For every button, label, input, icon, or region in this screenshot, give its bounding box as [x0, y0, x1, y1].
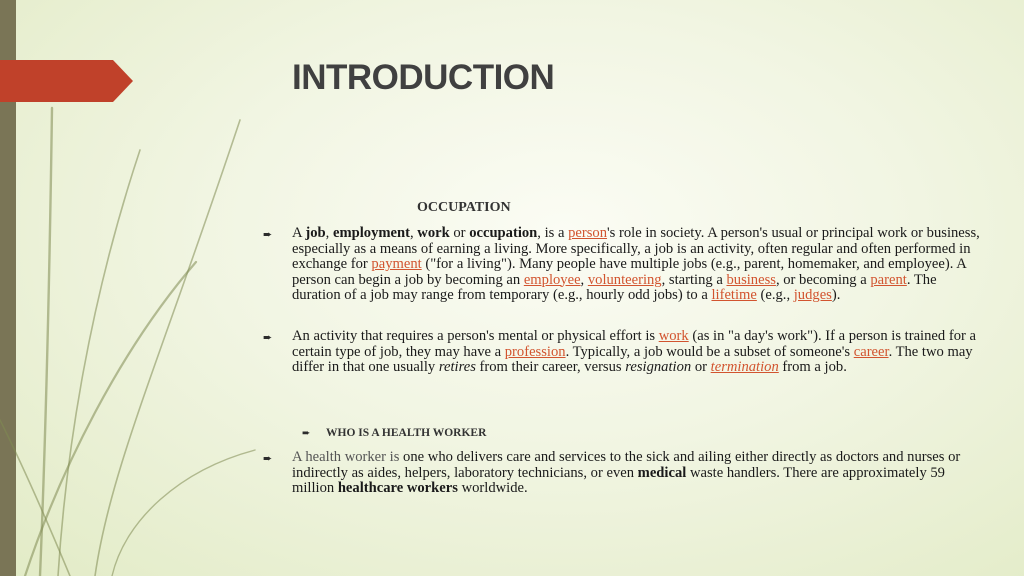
slide-title: INTRODUCTION: [292, 58, 555, 97]
bullet-text: A health worker is one who delivers care and services to the sick and ailing either directly as doctors and nurses or indirectly as aides, helpers, laboratory technicians, or even medical waste handlers. There are approximately 59 million healthcare workers worldwide.: [292, 449, 961, 496]
bullet-health-worker: [263, 450, 988, 497]
link-parent[interactable]: parent: [870, 271, 907, 288]
bullet-job-definition: [263, 226, 988, 304]
link-person[interactable]: person: [568, 225, 608, 241]
title-accent-shape: [0, 60, 133, 102]
link-employee[interactable]: employee: [523, 271, 581, 288]
link-work[interactable]: work: [658, 328, 689, 344]
link-lifetime[interactable]: lifetime: [711, 287, 757, 303]
arrow-bullet-icon: ➨: [263, 228, 273, 241]
arrow-bullet-icon: ➨: [263, 452, 273, 465]
bullet-text: An activity that requires a person's mental or physical effort is work (as in "a day's work"). If a person is trained for a certain type of job, they may have a profession. Typically, a job would be a subset of someone's career. The two may differ in that one usually retires from their career, versus resignation or termination from a job.: [292, 328, 976, 375]
link-volunteering[interactable]: volunteering: [587, 271, 662, 288]
bullet-health-worker-heading: [302, 426, 902, 442]
bullet-text: A job, employment, work or occupation, is a person's role in society. A person's usual or principal work or business, especially as a means of earning a living. More specifically, a job is an activity, often regular and often performed in exchange for payment ("for a living"). Many people have multiple jobs (e.g., parent, homemaker, and employee). A person can begin a job by becoming an employee, volunteering, starting a business, or becoming a parent. The duration of a job may range from temporary (e.g., hourly odd jobs) to a lifetime (e.g., judges).: [292, 225, 980, 303]
link-business[interactable]: business: [726, 271, 776, 288]
link-termination[interactable]: termination: [710, 359, 779, 375]
link-judges[interactable]: judges: [793, 287, 832, 303]
arrow-bullet-icon: ➨: [263, 331, 273, 344]
health-worker-heading: WHO IS A HEALTH WORKER: [326, 427, 487, 439]
link-profession[interactable]: profession: [504, 343, 566, 360]
section-heading: OCCUPATION: [417, 200, 511, 215]
link-career[interactable]: career: [853, 343, 889, 360]
bullet-work-definition: [263, 329, 988, 376]
arrow-bullet-icon: ➨: [302, 428, 311, 439]
link-payment[interactable]: payment: [371, 256, 422, 272]
